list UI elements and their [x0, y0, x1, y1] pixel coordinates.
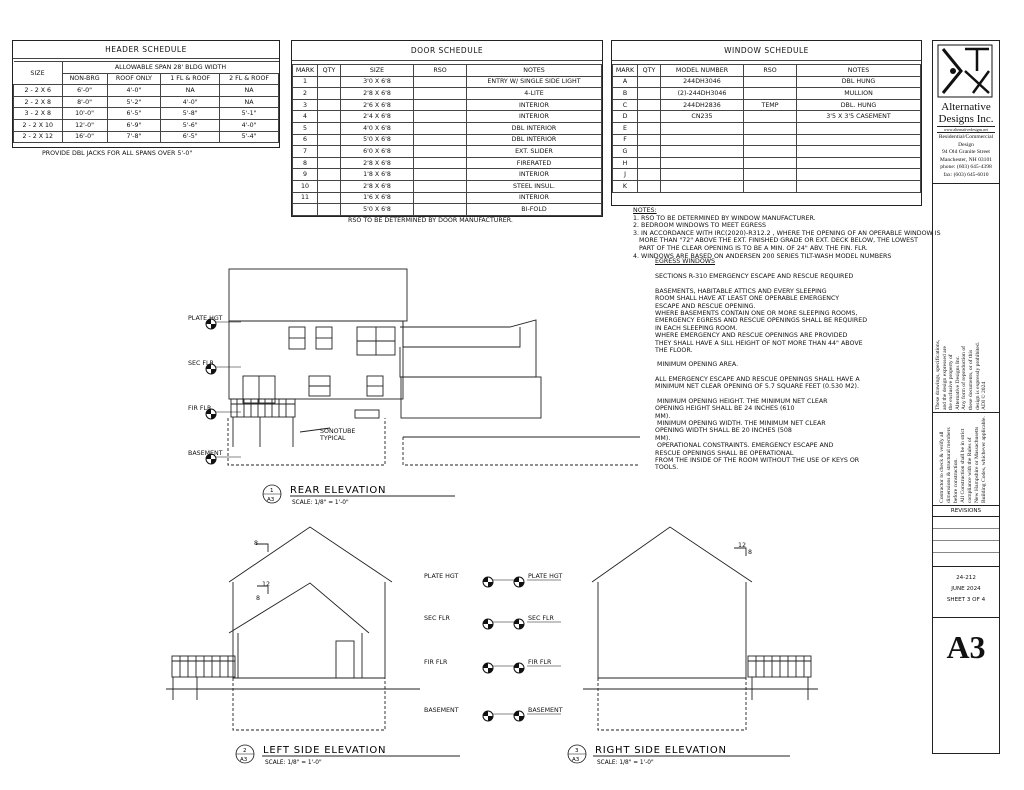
egress-line: ALL EMERGENCY ESCAPE AND RESCUE OPENINGS SHALL HAVE A — [655, 375, 860, 383]
table-cell: 2'8 X 6'8 — [341, 88, 414, 100]
egress-line: FROM THE INSIDE OF THE ROOM WITHOUT THE USE OF KEYS OR — [655, 456, 860, 464]
egress-line: EMERGENCY EGRESS AND RESCUE OPENINGS SHALL BE REQUIRED — [655, 317, 868, 325]
egress-line: OPENING HEIGHT SHALL BE 24 INCHES (610 — [655, 405, 795, 413]
door-schedule-title: DOOR SCHEDULE — [292, 41, 602, 61]
table-cell: 2'8 X 6'8 — [341, 180, 414, 192]
table-cell: 7 — [293, 146, 318, 158]
table-cell: 6'-5" — [107, 108, 161, 120]
egress-line: MINIMUM OPENING HEIGHT. THE MINIMUM NET CLEAR — [655, 397, 828, 405]
elevation-title: RIGHT SIDE ELEVATION — [595, 745, 727, 756]
level-label: BASEMENT — [188, 450, 223, 457]
table-cell: CN235 — [661, 111, 744, 123]
egress-line: MM). — [655, 412, 671, 420]
column-header: RSO — [414, 65, 467, 77]
table-cell: 2 - 2 X 6 — [14, 85, 63, 97]
note-line: 2. BEDROOM WINDOWS TO MEET EGRESS — [633, 222, 766, 230]
egress-line: RESCUE OPENINGS SHALL BE OPERATIONAL — [655, 449, 794, 457]
header-col-size: SIZE — [14, 62, 63, 85]
table-cell: K — [613, 180, 638, 192]
level-label: PLATE HGT — [528, 573, 563, 580]
contractor_note-line: compliance with the Rules of — [967, 437, 973, 503]
contractor_note-line: Contractor to check & verify all — [939, 431, 945, 503]
egress-line: OPENING WIDTH SHALL BE 20 INCHES (508 — [655, 427, 792, 435]
disclaimer-line: these documents, or of this — [967, 349, 974, 410]
contractor_note-line: New Hampshire or Massachusetts — [974, 426, 980, 503]
egress-line: WHERE BASEMENTS CONTAIN ONE OR MORE SLEEPING ROOMS, — [655, 310, 858, 318]
table-cell: 4'-0" — [107, 85, 161, 97]
table-cell: 3 - 2 X 8 — [14, 108, 63, 120]
pitch-rise-2: 8 — [256, 595, 261, 602]
table-cell: 16'-0" — [62, 131, 107, 143]
table-cell: STEEL INSUL. — [467, 180, 602, 192]
egress-title: EGRESS WINDOWS — [655, 258, 716, 265]
table-cell: 3'0 X 6'8 — [341, 76, 414, 88]
table-cell: EXT. SLIDER — [467, 146, 602, 158]
level-marker-plate — [188, 315, 241, 329]
note-line: 3. IN ACCORDANCE WITH IRC(2020)-R312.2 , WHERE THE OPENING OF AN OPERABLE WINDOW IS — [633, 229, 941, 237]
level-label: SEC FLR — [424, 615, 450, 622]
company-name-line1: Alternative — [941, 101, 991, 113]
level-label: BASEMENT — [424, 707, 459, 714]
table-cell: 10 — [293, 180, 318, 192]
header-subcol: NON-BRG — [62, 73, 107, 85]
table-cell: 1'8 X 6'8 — [341, 169, 414, 181]
level-label: BASEMENT — [528, 707, 563, 714]
level-marker-basement — [188, 450, 241, 464]
elevation-sheet: A3 — [572, 757, 580, 763]
disclaimer-line: the exclusive property of — [948, 354, 955, 410]
elevation-scale: SCALE: 1/8" = 1'-0" — [265, 760, 322, 766]
disclaimer-line: These drawings, specifications, — [935, 339, 941, 410]
table-cell: DBL HUNG — [797, 76, 921, 88]
elevation-number: 2 — [243, 748, 247, 754]
notes-title: NOTES: — [633, 207, 657, 214]
table-cell: J — [613, 169, 638, 181]
table-cell: 2'8 X 6'8 — [341, 157, 414, 169]
table-cell: 5'-2" — [107, 96, 161, 108]
table-cell: 6 — [293, 134, 318, 146]
table-cell: 4 — [293, 111, 318, 123]
table-cell: INTERIOR — [467, 111, 602, 123]
table-cell: 12'-0" — [62, 119, 107, 131]
table-cell: E — [613, 122, 638, 134]
table-cell: H — [613, 157, 638, 169]
table-cell: C — [613, 99, 638, 111]
level-label: PLATE HGT — [424, 573, 459, 580]
column-header: SIZE — [341, 65, 414, 77]
elevation-title: LEFT SIDE ELEVATION — [263, 745, 387, 756]
column-header: RSO — [744, 65, 797, 77]
egress-line: MINIMUM OPENING AREA. — [655, 361, 739, 369]
table-cell: D — [613, 111, 638, 123]
table-cell: A — [613, 76, 638, 88]
issue-date: JUNE 2024 — [951, 586, 981, 592]
table-cell: 5'-6" — [161, 119, 220, 131]
table-cell: MULLION — [797, 88, 921, 100]
table-cell: 7'-8" — [107, 131, 161, 143]
level-label: FIR FLR — [528, 659, 552, 666]
level-marker-basement — [424, 707, 518, 721]
elevation-sheet: A3 — [240, 757, 248, 763]
right-elevation-title — [568, 745, 727, 766]
contractor-note-text — [939, 393, 988, 503]
header-subcol: 2 FL & ROOF — [220, 73, 279, 85]
title-block — [932, 40, 1000, 754]
rear-elevation-title — [263, 485, 386, 506]
column-header: MODEL NUMBER — [661, 65, 744, 77]
table-cell: 9 — [293, 169, 318, 181]
table-cell: 244DH2836 — [661, 99, 744, 111]
egress-line: ROOM SHALL HAVE AT LEAST ONE OPERABLE EMERGENCY — [655, 295, 840, 303]
sheet-count: SHEET 3 OF 4 — [946, 597, 986, 603]
table-cell: BI-FOLD — [467, 204, 602, 216]
pitch-run-2: 12 — [738, 542, 747, 549]
table-cell: 5'0 X 6'8 — [341, 204, 414, 216]
table-cell: 6'-0" — [62, 85, 107, 97]
header-subcol: ROOF ONLY — [107, 73, 161, 85]
address-2: Manchester, NH 03101 — [939, 156, 993, 163]
table-cell: 3'5 X 3'5 CASEMENT — [797, 111, 921, 123]
contractor-note-cell — [933, 412, 999, 505]
company-name — [933, 101, 999, 125]
phone: phone: (603) 645-4398 — [940, 164, 992, 170]
table-cell: 8'-0" — [62, 96, 107, 108]
egress-line: SECTIONS R-310 EMERGENCY ESCAPE AND RESCUE REQUIRED — [655, 273, 854, 281]
egress-line: WHERE EMERGENCY AND RESCUE OPENINGS ARE PROVIDED — [655, 332, 848, 340]
level-label: FIR FLR — [188, 405, 212, 412]
elevation-number: 1 — [270, 488, 274, 494]
table-cell: 6'-5" — [161, 131, 220, 143]
door-schedule-caption: RSO TO BE DETERMINED BY DOOR MANUFACTURER. — [348, 217, 513, 224]
disclaimer-line: ADI © 2024 — [981, 381, 988, 410]
table-cell: 2'6 X 6'8 — [341, 99, 414, 111]
sonotube-label: SONOTUBE — [320, 428, 356, 435]
egress-line: IN EACH SLEEPING ROOM. — [655, 324, 738, 332]
revisions-cell — [933, 505, 999, 566]
sonotube-label-2: TYPICAL — [320, 435, 346, 442]
disclaimer-line: Any form of reproduction of — [961, 345, 968, 410]
table-cell: TEMP — [744, 99, 797, 111]
table-cell: FIRERATED — [467, 157, 602, 169]
table-cell: 5'-8" — [161, 108, 220, 120]
table-cell: 5 — [293, 122, 318, 134]
tagline-2: Design — [958, 141, 974, 148]
table-cell: G — [613, 146, 638, 158]
column-header: QTY — [318, 65, 341, 77]
right-elevation-drawing — [583, 527, 818, 730]
table-cell: ENTRY W/ SINGLE SIDE LIGHT — [467, 76, 602, 88]
table-cell: DBL INTERIOR — [467, 134, 602, 146]
revisions-label: REVISIONS — [933, 506, 999, 517]
level-marker-fir — [514, 659, 561, 673]
contractor_note-line: All Construction shall be in strict — [960, 428, 966, 503]
table-cell: 5'-4" — [220, 131, 279, 143]
header-schedule-caption: PROVIDE DBL JACKS FOR ALL SPANS OVER 5'-0" — [42, 150, 193, 157]
table-cell: 1'6 X 6'8 — [341, 192, 414, 204]
contractor_note-line: before construction. — [953, 458, 959, 503]
disclaimer-line: Alternative Designs Inc. — [954, 355, 961, 410]
level-label: SEC FLR — [528, 615, 554, 622]
pitch-rise: 8 — [254, 540, 259, 547]
table-cell: B — [613, 88, 638, 100]
table-cell: INTERIOR — [467, 99, 602, 111]
note-line: 1. RSO TO BE DETERMINED BY WINDOW MANUFACTURER. — [633, 214, 816, 222]
table-cell: 8 — [293, 157, 318, 169]
elevation-scale: SCALE: 1/8" = 1'-0" — [597, 760, 654, 766]
table-cell: NA — [220, 96, 279, 108]
table-cell: 2'4 X 6'8 — [341, 111, 414, 123]
column-header: MARK — [613, 65, 638, 77]
column-header: QTY — [638, 65, 661, 77]
egress-line: OPERATIONAL CONSTRAINTS. EMERGENCY ESCAPE AND — [655, 442, 834, 450]
elevation-title: REAR ELEVATION — [290, 485, 387, 496]
job-number: 24-212 — [956, 575, 976, 581]
level-marker-sec — [514, 615, 561, 629]
elevation-scale: SCALE: 1/8" = 1'-0" — [292, 500, 349, 506]
table-cell: 10'-0" — [62, 108, 107, 120]
level-label: SEC FLR — [188, 360, 214, 367]
column-header: NOTES — [467, 65, 602, 77]
note-line: 4. WINDOWS ARE BASED ON ANDERSEN 200 SERIES TILT-WASH MODEL NUMBERS — [633, 252, 892, 260]
pitch-rise-3: 8 — [748, 549, 753, 556]
level-marker-plate — [424, 573, 518, 587]
address-1: 94 Old Granite Street — [941, 149, 990, 155]
table-cell: 1 — [293, 76, 318, 88]
level-marker-basement — [514, 707, 563, 721]
contractor_note-line: Building Codes, whichever applicable. — [981, 416, 987, 503]
disclaimer-line: design is expressly prohibited. — [974, 341, 981, 410]
sheet-number: A3 — [933, 617, 999, 676]
header-col-span: ALLOWABLE SPAN 28' BLDG WIDTH — [62, 62, 279, 74]
rear-elevation-drawing — [228, 269, 640, 465]
egress-line: MINIMUM OPENING WIDTH. THE MINIMUM NET CLEAR — [655, 419, 826, 427]
table-cell: 4-LITE — [467, 88, 602, 100]
egress-line: BASEMENTS, HABITABLE ATTICS AND EVERY SLEEPING — [655, 287, 827, 295]
table-cell: DBL. HUNG — [797, 99, 921, 111]
table-cell: DBL INTERIOR — [467, 122, 602, 134]
pitch-run: 12 — [262, 581, 271, 588]
table-cell: 2 - 2 X 12 — [14, 131, 63, 143]
table-cell: NA — [161, 85, 220, 97]
level-marker-plate — [514, 573, 562, 587]
disclaimer-line: and the design expressed are — [941, 346, 948, 410]
table-cell: 2 — [293, 88, 318, 100]
level-marker-sec — [188, 360, 241, 374]
contractor_note-line: dimensions & structural members — [946, 427, 952, 503]
table-cell: 2 - 2 X 8 — [14, 96, 63, 108]
table-cell: 244DH3046 — [661, 76, 744, 88]
egress-line: THE FLOOR. — [655, 347, 693, 355]
table-cell: 5'-1" — [220, 108, 279, 120]
elevation-sheet: A3 — [267, 497, 275, 503]
table-cell: 3 — [293, 99, 318, 111]
egress-line: ESCAPE AND RESCUE OPENING. — [655, 302, 756, 310]
table-cell: 5'0 X 6'8 — [341, 134, 414, 146]
header-schedule-title: HEADER SCHEDULE — [13, 41, 279, 59]
fax: fax: (603) 645-6010 — [943, 171, 989, 178]
table-cell: F — [613, 134, 638, 146]
table-cell: INTERIOR — [467, 192, 602, 204]
level-label: FIR FLR — [424, 659, 448, 666]
table-cell: NA — [220, 85, 279, 97]
table-cell: 2 - 2 X 10 — [14, 119, 63, 131]
table-cell: INTERIOR — [467, 169, 602, 181]
company-name-line2: Designs Inc. — [938, 113, 994, 125]
left-elevation-drawing — [166, 527, 420, 730]
header-subcol: 1 FL & ROOF — [161, 73, 220, 85]
egress-line: MM). — [655, 434, 671, 442]
company-logo-icon — [933, 41, 997, 101]
level-marker-fir — [424, 659, 518, 673]
disclaimer-cell — [933, 183, 999, 412]
disclaimer-text — [935, 190, 988, 410]
table-cell: 4'-0" — [161, 96, 220, 108]
company-website: www.alternativedesigns.net — [937, 126, 995, 133]
level-label: PLATE HGT — [188, 315, 223, 322]
column-header: NOTES — [797, 65, 921, 77]
note-line: PART OF THE CLEAR OPENING IS TO BE A MIN. OF 24" ABV. THE FIN. FLR. — [633, 244, 868, 252]
level-marker-sec — [424, 615, 518, 629]
left-elevation-title — [236, 745, 386, 766]
window-schedule-title: WINDOW SCHEDULE — [612, 41, 921, 61]
egress-line: TOOLS. — [655, 464, 679, 472]
tagline-1: Residential/Commercial — [938, 134, 994, 140]
table-cell: 4'0 X 6'8 — [341, 122, 414, 134]
table-cell: 4'-0" — [220, 119, 279, 131]
note-line: MORE THAN "72" ABOVE THE EXT. FINISHED GRADE OR EXT. DECK BELOW, THE LOWEST — [633, 237, 918, 245]
elevation-number: 3 — [575, 748, 579, 754]
table-cell: 11 — [293, 192, 318, 204]
column-header: MARK — [293, 65, 318, 77]
table-cell: (2)-244DH3046 — [661, 88, 744, 100]
egress-line: MINIMUM NET CLEAR OPENING OF 5.7 SQUARE FEET (0.530 M2). — [655, 383, 859, 391]
egress-line: THEY SHALL HAVE A SILL HEIGHT OF NOT MORE THAN 44" ABOVE — [655, 339, 863, 347]
table-cell: 6'0 X 6'8 — [341, 146, 414, 158]
table-cell: 6'-9" — [107, 119, 161, 131]
